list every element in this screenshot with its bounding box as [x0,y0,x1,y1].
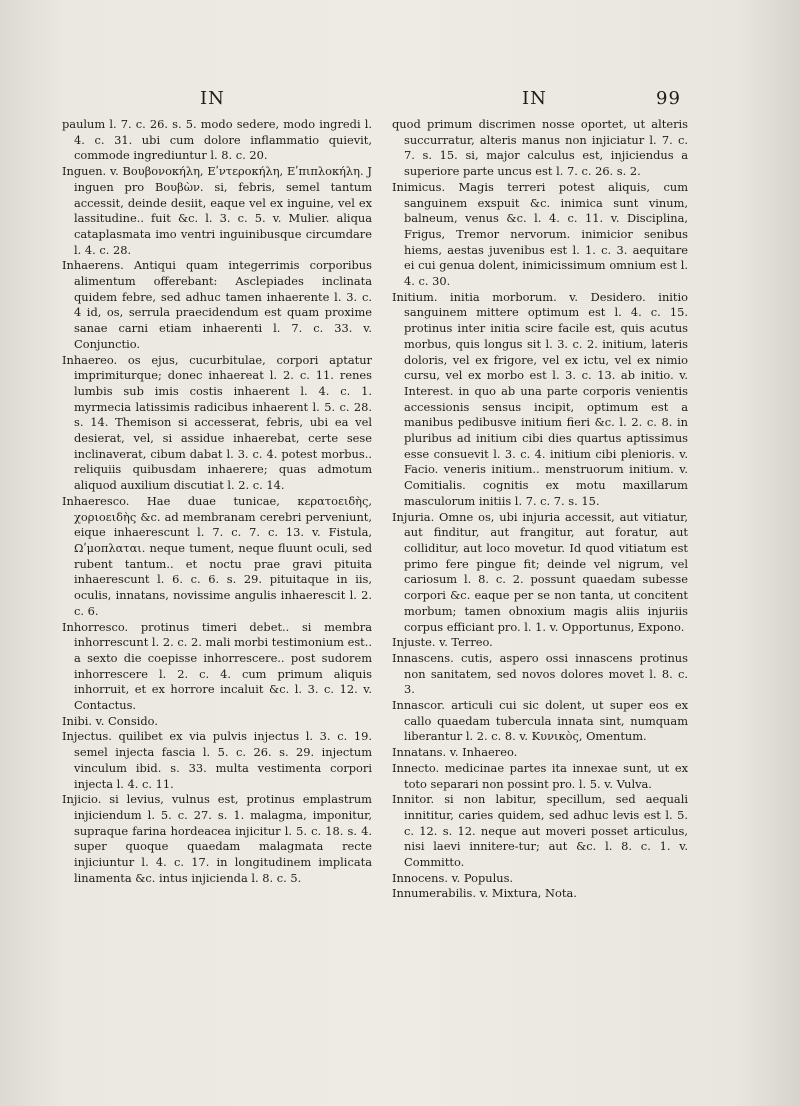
entry-injuria: Injuria. Omne os, ubi injuria accessit, aut vitiatur, aut finditur, aut frangitur, aut foratur, aut colliditur, aut loco movetur. Id quod vitiatum est primo fere pingue fit; deinde vel nigrum, vel cariosum l. 8. c. 2. possunt quaedam subesse corpori &c. eaque per se non tanta, ut concitent morbum; tamen obnoxium magis aliis injuriis corpus efficiant pro. l. 1. v. Opportunus, Expono. [392,509,688,634]
entry-injuste: Injuste. v. Terreo. [392,635,493,650]
right-column [392,117,688,902]
entry-innocens: Innocens. v. Populus. [392,870,514,885]
entry-inhaereo: Inhaereo. os ejus, cucurbitulae, corpori aptatur imprimiturque; donec inhaereat l. 2. c. 11. renes lumbis sub imis costis inhaerent l. 4. c. 1. myrmecia latissimis radicibus inhaerent l. 5. c. 28. s. 14. Themison si accesserat, febris, ubi ea vel desierat, vel, si assidue inhaerebat, certe sese inclinaverat, cibum dabat l. 3. c. 4. potest morbus.. reliquiis quibusdam inhaerere; quas admotum aliquod auxilium discutiat l. 2. c. 14. [62,352,372,493]
entry-inhaeresco: Inhaeresco. Hae duae tunicae, κερατοειδὴς, χοριοειδὴς &c. ad membranam cerebri perveniunt, eique inhaerescunt l. 7. c. 7. c. 13. v. Fistula, Ωʹμοπλαται. neque tument, neque fluunt oculi, sed rubent tantum.. et noctu prae gravi pituita inhaerescunt l. 6. c. 6. s. 29. pituitaque in iis, oculis, innatans, novissime angulis inhaerescit l. 2. c. 6. [62,493,372,618]
header-right-letters: IN [522,88,547,109]
entry-inguen: Inguen. v. Βουβονοκήλη, Εʹντεροκήλη, Εʹπιπλοκήλη. J inguen pro Βουβὼν. si, febris, semel tantum accessit, deinde desiit, eaque vel ex inguine, vel ex lassitudine.. fuit &c. l. 3. c. 5. v. Mulier. aliqua cataplasmata imo ventri inguinibusque circumdare l. 4. c. 28. [62,164,372,257]
entry-injicio-continued: quod primum discrimen nosse oportet, ut alteris succurratur, alteris manus non injiciatur l. 7. c. 7. s. 15. si, major calculus est, injiciendus a superiore parte uncus est l. 7. c. 26. s. 2. [392,117,688,179]
entry-inhorresco: Inhorresco. protinus timeri debet.. si membra inhorrescunt l. 2. c. 2. mali morbi testimonium est.. a sexto die coepisse inhorrescere.. post sudorem inhorrescere l. 2. c. 4. cum primum aliquis inhorruit, et ex horrore incaluit &c. l. 3. c. 12. v. Contactus. [62,619,372,713]
entry-innitor: Innitor. si non labitur, specillum, sed aequali innititur, caries quidem, sed adhuc levis est l. 5. c. 12. s. 12. neque aut moveri posset articulus, nisi laevi innitere-tur; aut &c. l. 8. c. 1. v. Committo. [392,792,688,870]
entry-paulum-continued: paulum l. 7. c. 26. s. 5. modo sedere, modo ingredi l. 4. c. 31. ubi cum dolore inflammatio quievit, commode ingrediuntur l. 8. c. 20. [62,117,372,163]
header-left-letters: IN [200,88,225,109]
page-number: 99 [656,88,681,109]
entry-inhaerens: Inhaerens. Antiqui quam integerrimis corporibus alimentum offerebant: Asclepiades inclinata quidem febre, sed adhuc tamen inhaerente l. 3. c. 4 id, os, serrula praecidendum est quam proxime sanae carni etiam inhaerenti l. 7. c. 33. v. Conjunctio. [62,258,372,351]
entry-inibi: Inibi. v. Consido. [62,713,158,728]
entry-initium: Initium. initia morborum. v. Desidero. initio sanguinem mittere optimum est l. 4. c. 15. protinus inter initia scire facile est, quis acutus morbus, quis longus sit l. 3. c. 2. initium, lateris doloris, vel ex frigore, vel ex ictu, vel ex nimio cursu, vel ex morbo est l. 3. c. 13. ab initio. v. Interest. in quo ab una parte corporis venientis accessionis sensus incipit, optimum est a manibus pedibusve initium fieri &c. l. 2. c. 8. in pluribus ad initium cibi dies quartus aptissimus esse consuevit l. 3. c. 4. initium cibi plenioris. v. Facio. veneris initium.. menstruorum initium. v. Comitialis. cognitis ex motu maxillarum masculorum initiis l. 7. c. 7. s. 15. [392,289,688,508]
entry-injectus: Injectus. quilibet ex via pulvis injectus l. 3. c. 19. semel injecta fascia l. 5. c. 26. s. 29. injectum vinculum ibid. s. 33. multa vestimenta corpori injecta l. 4. c. 11. [62,729,372,791]
entry-innumerabilis: Innumerabilis. v. Mixtura, Nota. [392,886,577,901]
entry-innascor: Innascor. articuli cui sic dolent, ut super eos ex callo quaedam tubercula innata sint, numquam liberantur l. 2. c. 8. v. Κυνικὸς, Omentum. [392,698,688,744]
entry-innatans: Innatans. v. Inhaereo. [392,745,518,760]
entry-innascens: Innascens. cutis, aspero ossi innascens protinus non sanitatem, sed novos dolores movet l. 8. c. 3. [392,650,688,697]
entry-injicio: Injicio. si levius, vulnus est, protinus emplastrum injiciendum l. 5. c. 27. s. 1. malagma, imponitur, supraque farina hordeacea injicitur l. 5. c. 18. s. 4. super quoque quaedam malagmata recte injiciuntur l. 4. c. 17. in longitudinem implicata linamenta &c. intus injicienda l. 8. c. 5. [62,792,372,885]
entry-inimicus: Inimicus. Magis terreri potest aliquis, cum sanguinem exspuit &c. inimica sunt vinum, balneum, venus &c. l. 4. c. 11. v. Disciplina, Frigus, Tremor nervorum. inimicior senibus hiems, aestas juvenibus est l. 1. c. 3. aequitare ei cui genua dolent, inimicissimum omnium est l. 4. c. 30. [392,179,688,289]
left-column [62,117,372,886]
running-header [0,88,800,112]
entry-innecto: Innecto. medicinae partes ita innexae sunt, ut ex toto separari non possint pro. l. 5. v. Vulva. [392,760,688,791]
